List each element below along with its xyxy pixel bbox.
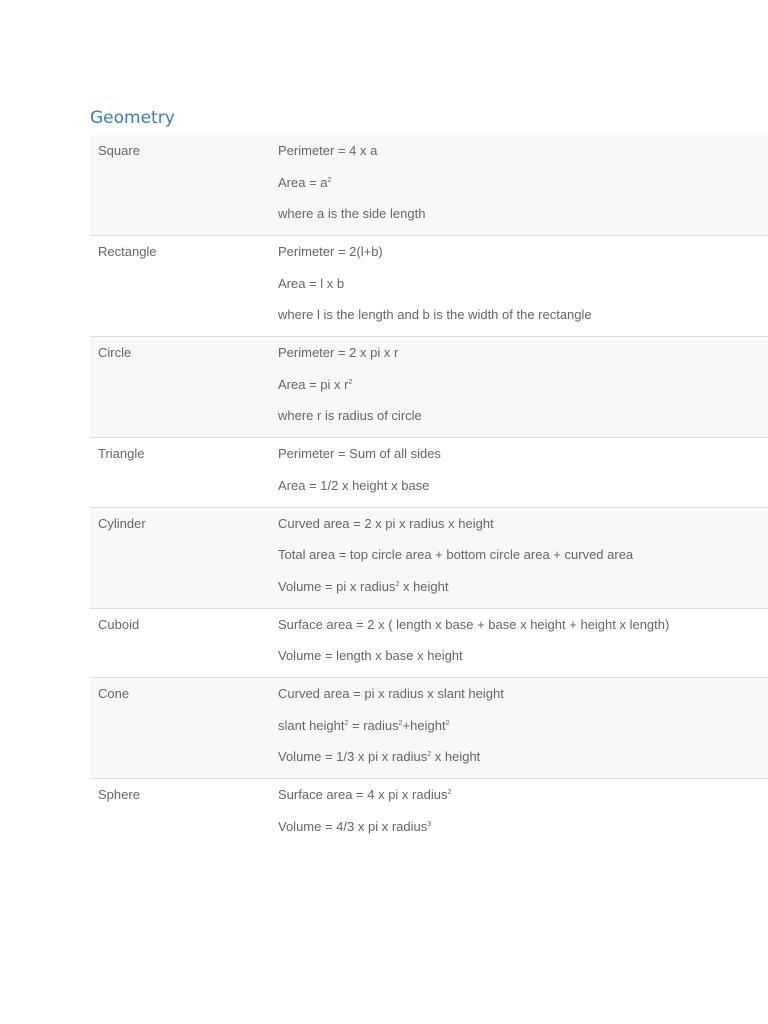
formula-exponent: 2 <box>327 176 332 184</box>
formula-list <box>278 616 768 665</box>
formula-exponent: 2 <box>445 719 450 727</box>
table-row <box>90 235 768 336</box>
formula-list <box>278 142 768 222</box>
table-row <box>90 437 768 507</box>
formula-line <box>278 142 768 159</box>
page-title: Geometry <box>90 108 175 128</box>
formula-line <box>278 578 768 595</box>
shape-name: Rectangle <box>98 244 157 259</box>
formula-text: Perimeter = 4 x a <box>278 143 378 158</box>
formula-line <box>278 748 768 765</box>
formula-text: Surface area = 2 x ( length x base + base x height + height x length) <box>278 616 670 632</box>
formula-exponent: 2 <box>395 580 400 588</box>
formula-text: Volume = pi x radius <box>278 578 396 594</box>
formula-text: Curved area = 2 x pi x radius x height <box>278 515 494 531</box>
formula-line <box>278 376 768 393</box>
formula-list <box>278 685 768 765</box>
formula-list <box>278 243 768 323</box>
formula-exponent: 2 <box>398 719 403 727</box>
formula-line <box>278 407 768 424</box>
formula-text: Volume = length x base x height <box>278 648 463 663</box>
formula-line <box>278 306 768 323</box>
formula-text: Area = l x b <box>278 275 345 291</box>
formula-text: = radius <box>348 717 399 733</box>
formula-line <box>278 515 768 532</box>
formula-text: +height <box>402 717 446 733</box>
formula-line <box>278 445 768 462</box>
formula-text: where l is the length and b is the width of the rectangle <box>278 307 592 322</box>
formula-text: Perimeter = 2(l+b) <box>278 244 383 259</box>
shape-name: Cone <box>98 686 130 701</box>
table-row <box>90 778 768 848</box>
formula-line <box>278 616 768 633</box>
formula-text: slant height <box>278 717 345 733</box>
formula-text: Curved area = pi x radius x slant height <box>278 686 504 701</box>
formula-line <box>278 243 768 260</box>
formula-line <box>278 546 768 563</box>
formula-line <box>278 477 768 494</box>
table-row <box>90 677 768 778</box>
shape-name: Circle <box>98 345 132 360</box>
formula-text: x height <box>431 749 481 764</box>
shape-name: Square <box>98 143 140 158</box>
formula-table <box>90 135 768 848</box>
formula-list <box>278 445 768 494</box>
formula-text: Volume = 4/3 x pi x radius <box>278 818 428 834</box>
formula-text: Total area = top circle area + bottom circle area + curved area <box>278 547 634 562</box>
formula-line <box>278 685 768 702</box>
formula-text: Surface area = 4 x pi x radius <box>278 787 448 802</box>
formula-text: where r is radius of circle <box>278 408 422 423</box>
formula-exponent: 2 <box>447 789 452 796</box>
formula-line <box>278 275 768 292</box>
formula-line <box>278 344 768 361</box>
formula-exponent: 2 <box>344 719 349 727</box>
formula-exponent: 3 <box>427 820 432 828</box>
table-row <box>90 507 768 608</box>
shape-name: Sphere <box>98 787 140 802</box>
formula-text: where a is the side length <box>278 206 426 221</box>
shape-name: Triangle <box>98 446 145 461</box>
formula-list <box>278 515 768 595</box>
formula-line <box>278 174 768 191</box>
formula-text: x height <box>399 578 449 594</box>
formula-text: Perimeter = Sum of all sides <box>278 446 441 461</box>
formula-line <box>278 786 768 803</box>
formula-exponent: 2 <box>348 378 353 386</box>
shape-name: Cylinder <box>98 515 146 531</box>
formula-line <box>278 717 768 734</box>
formula-text: Area = pi x r <box>278 376 349 392</box>
table-row <box>90 608 768 678</box>
formula-text: Area = 1/2 x height x base <box>278 477 430 493</box>
formula-line <box>278 205 768 222</box>
formula-list <box>278 344 768 424</box>
table-row <box>90 135 768 235</box>
shape-name: Cuboid <box>98 616 140 632</box>
formula-line <box>278 647 768 664</box>
formula-list <box>278 786 768 835</box>
formula-line <box>278 818 768 835</box>
formula-text: Area = a <box>278 174 328 190</box>
formula-text: Perimeter = 2 x pi x r <box>278 345 399 360</box>
formula-exponent: 2 <box>427 751 432 758</box>
formula-text: Volume = 1/3 x pi x radius <box>278 749 428 764</box>
table-row <box>90 336 768 437</box>
